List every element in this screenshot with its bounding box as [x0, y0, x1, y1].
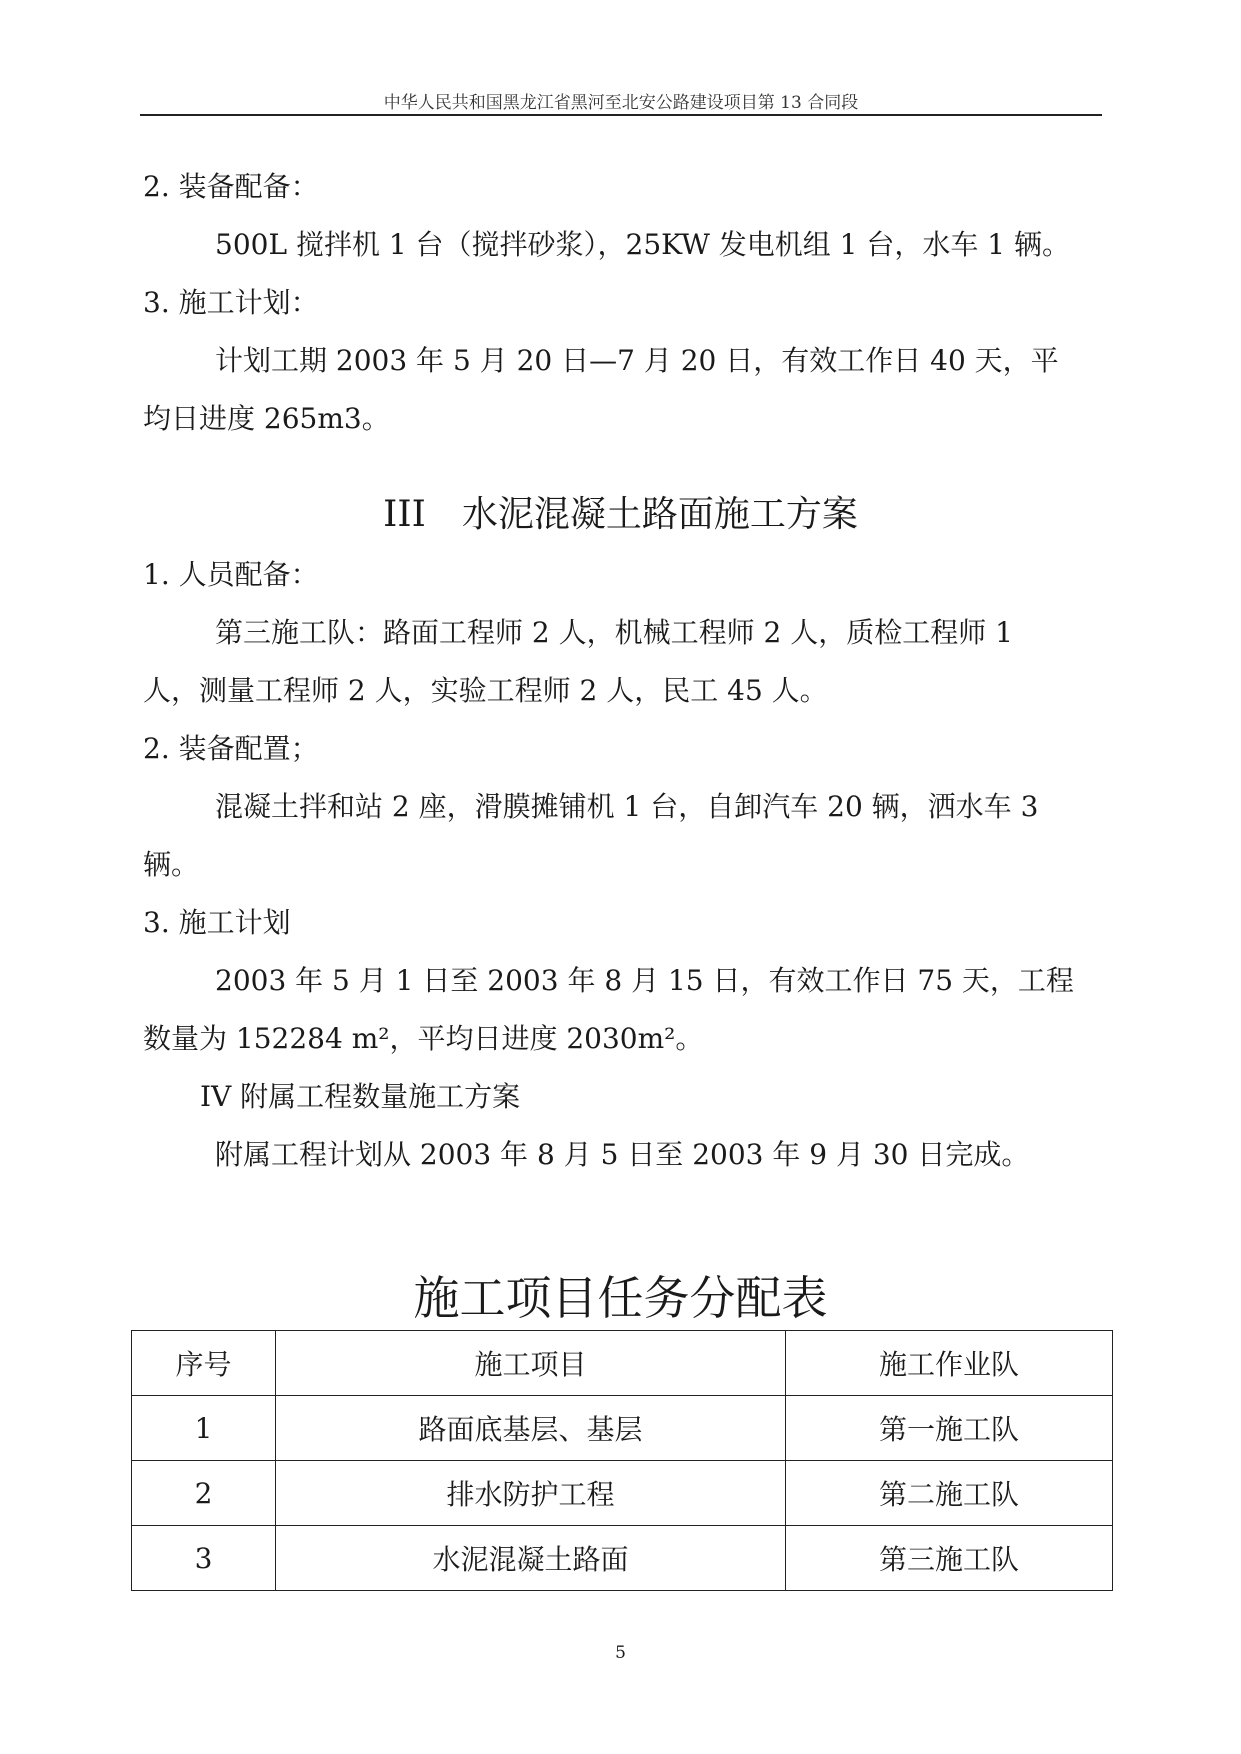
section-title-concrete-pavement: III 水泥混凝土路面施工方案 — [383, 494, 858, 535]
header-cell-team: 施工作业队 — [786, 1331, 1113, 1396]
task-table-title: 施工项目任务分配表 — [413, 1271, 828, 1325]
table-cell-team: 第三施工队 — [786, 1526, 1113, 1591]
table-cell-team: 第二施工队 — [786, 1461, 1113, 1526]
personnel-text-line-1: 第三施工队：路面工程师 2 人，机械工程师 2 人，质检工程师 1 — [215, 616, 1013, 649]
equipment-heading: 2. 装备配备： — [143, 170, 319, 203]
page-number: 5 — [615, 1643, 626, 1663]
table-cell-seq: 1 — [132, 1396, 276, 1461]
construction-plan-text-line-2: 数量为 152284 m²，平均日进度 2030m²。 — [143, 1022, 704, 1055]
task-allocation-table — [131, 1330, 1113, 1591]
plan-heading: 3. 施工计划： — [143, 286, 319, 319]
plan-text-line-1: 计划工期 2003 年 5 月 20 日—7 月 20 日，有效工作日 40 天，平 — [215, 344, 1059, 377]
table-cell-team: 第一施工队 — [786, 1396, 1113, 1461]
table-header-row — [132, 1331, 1113, 1396]
header-cell-item: 施工项目 — [276, 1331, 786, 1396]
table-cell-seq: 2 — [132, 1461, 276, 1526]
personnel-text-line-2: 人，测量工程师 2 人，实验工程师 2 人，民工 45 人。 — [143, 674, 828, 707]
section-title-ancillary-works: IV 附属工程数量施工方案 — [200, 1080, 521, 1113]
table-cell-item: 路面底基层、基层 — [276, 1396, 786, 1461]
equipment-config-text-line-1: 混凝土拌和站 2 座，滑膜摊铺机 1 台，自卸汽车 20 辆，洒水车 3 — [215, 790, 1039, 823]
table-row — [132, 1526, 1113, 1591]
header-cell-seq: 序号 — [132, 1331, 276, 1396]
equipment-text: 500L 搅拌机 1 台（搅拌砂浆），25KW 发电机组 1 台，水车 1 辆。 — [215, 228, 1071, 261]
table-row — [132, 1396, 1113, 1461]
table-cell-seq: 3 — [132, 1526, 276, 1591]
plan-text-line-2: 均日进度 265m3。 — [143, 402, 390, 435]
construction-plan-heading: 3. 施工计划 — [143, 906, 291, 939]
table-cell-item: 水泥混凝土路面 — [276, 1526, 786, 1591]
table-row — [132, 1461, 1113, 1526]
personnel-heading: 1. 人员配备： — [143, 558, 319, 591]
page-header: 中华人民共和国黑龙江省黑河至北安公路建设项目第 13 合同段 — [383, 93, 859, 113]
ancillary-works-text: 附属工程计划从 2003 年 8 月 5 日至 2003 年 9 月 30 日完成。 — [215, 1138, 1030, 1171]
construction-plan-text-line-1: 2003 年 5 月 1 日至 2003 年 8 月 15 日，有效工作日 75 天，工程 — [215, 964, 1074, 997]
equipment-config-text-line-2: 辆。 — [143, 848, 200, 881]
header-divider — [140, 114, 1102, 116]
equipment-config-heading: 2. 装备配置； — [143, 732, 319, 765]
table-cell-item: 排水防护工程 — [276, 1461, 786, 1526]
